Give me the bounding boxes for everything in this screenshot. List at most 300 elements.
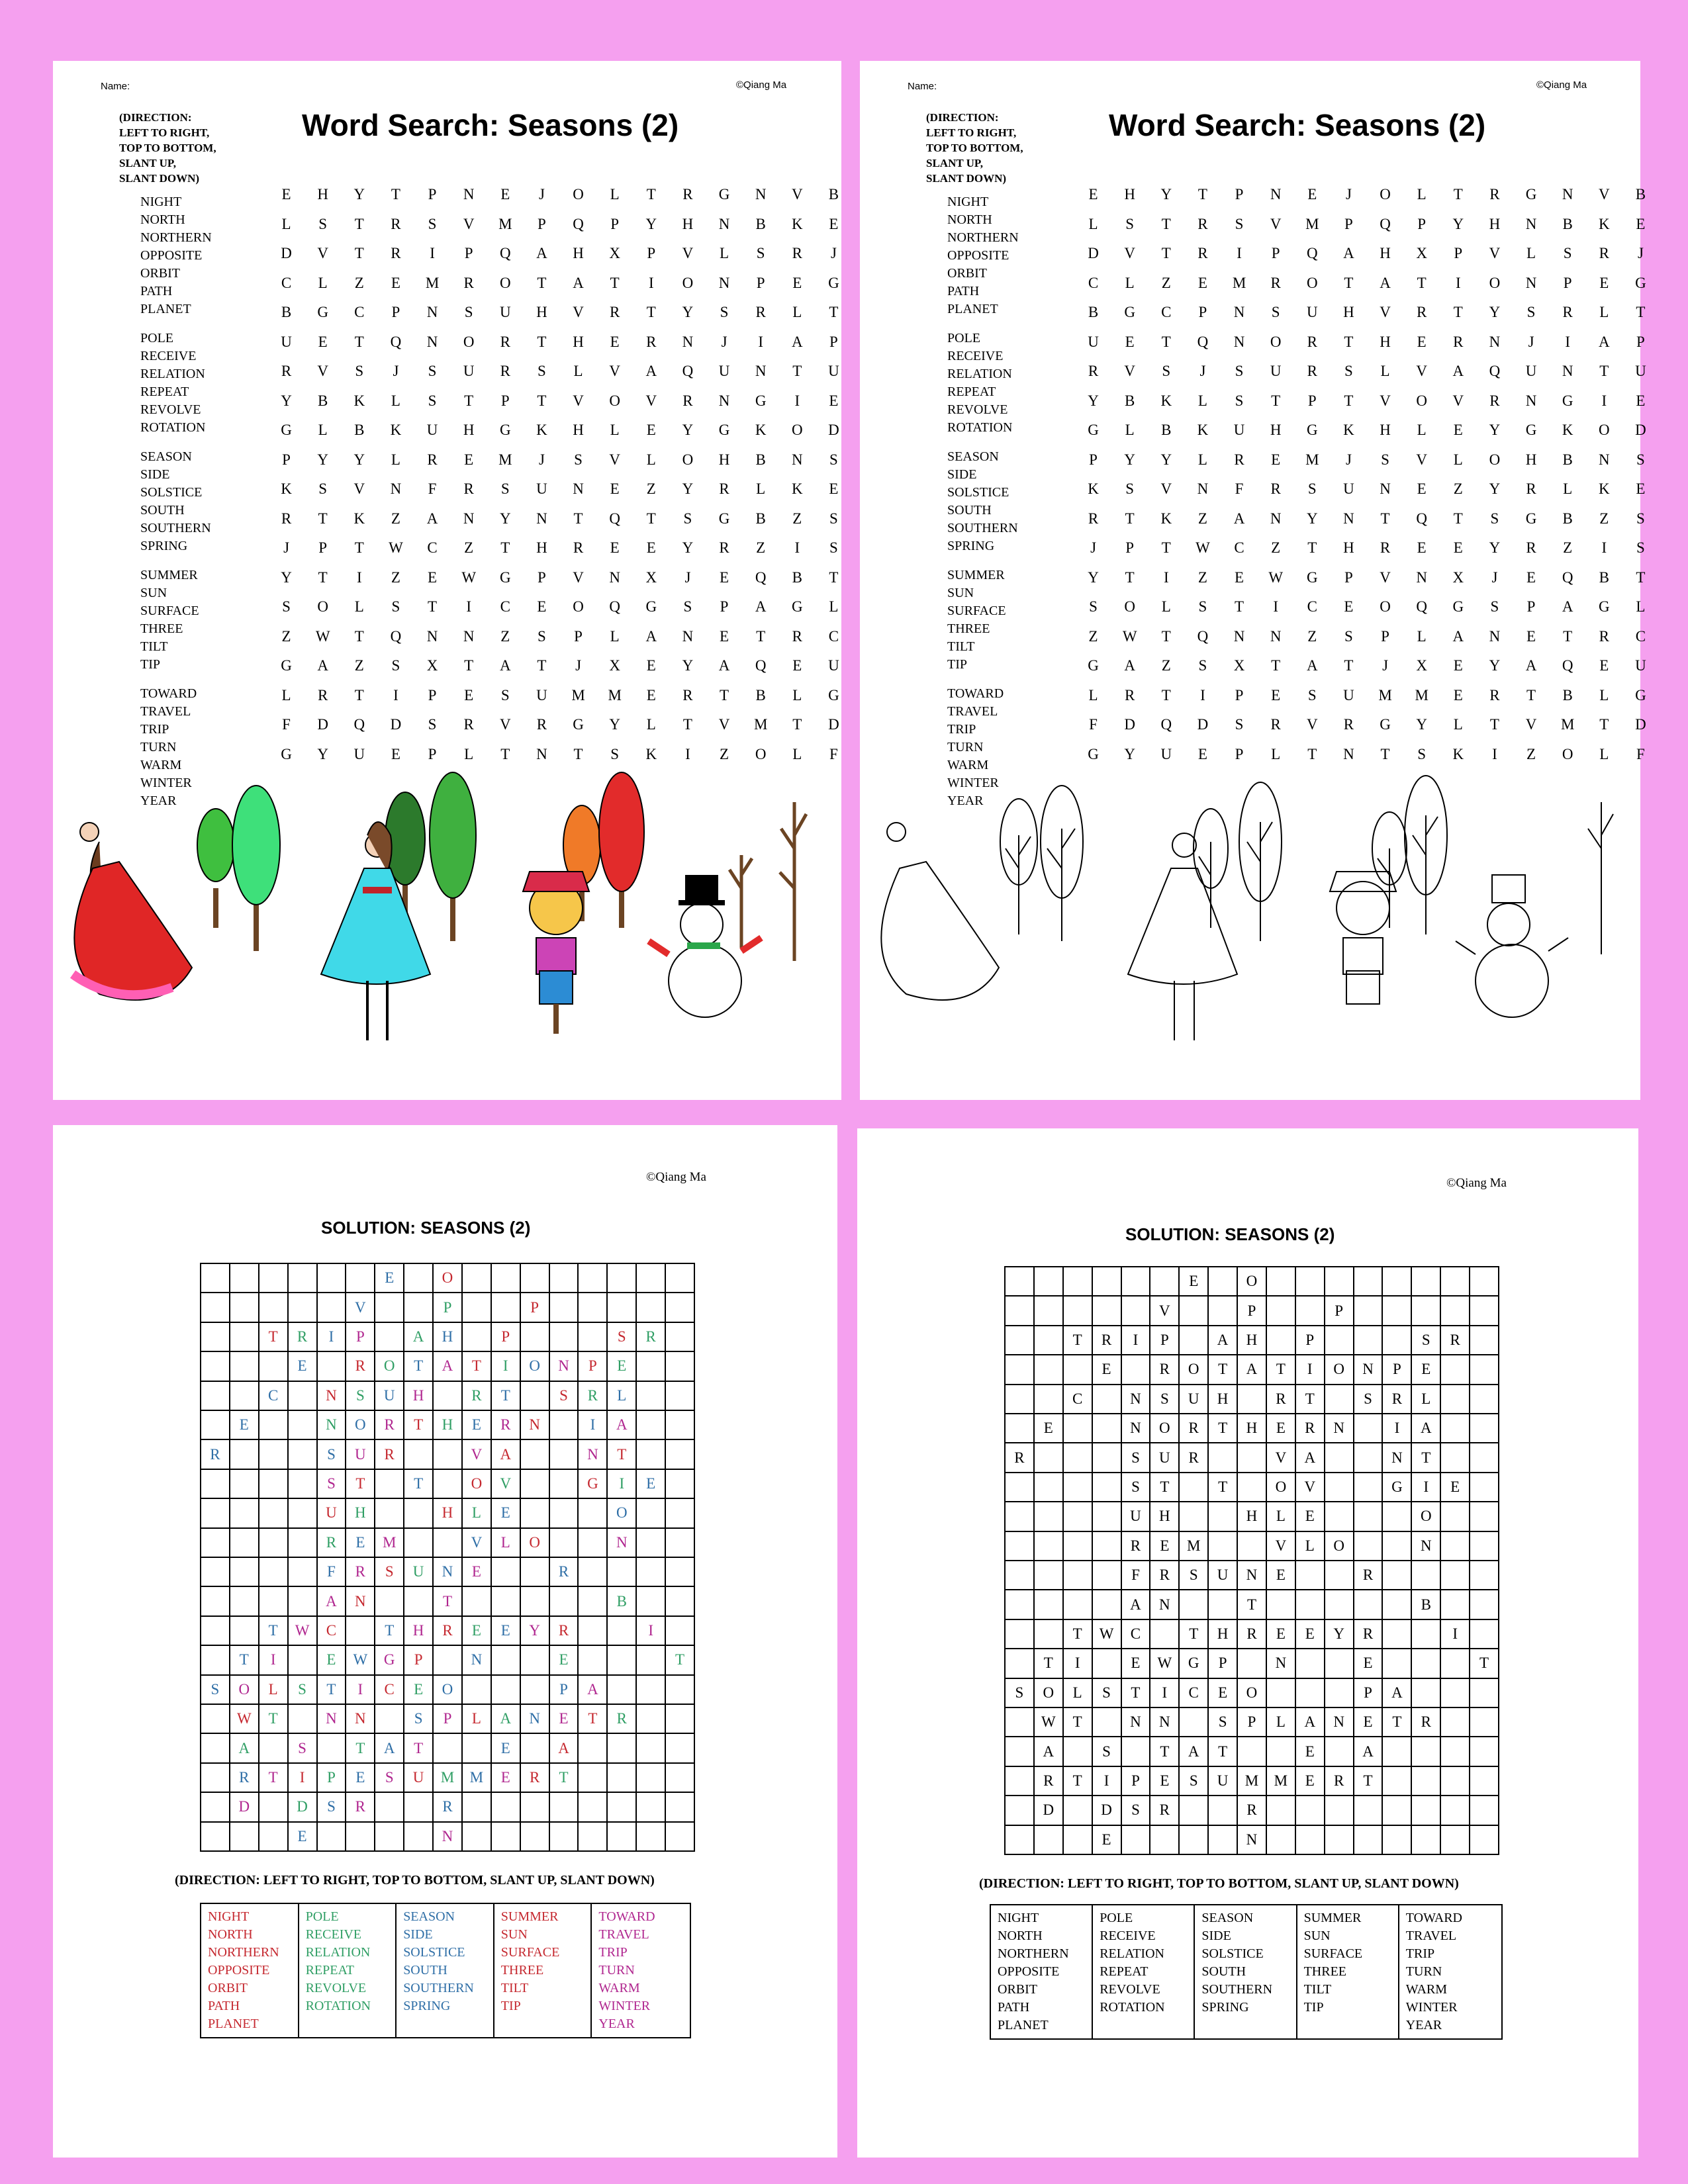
grid-letter: Y [1489,657,1501,674]
solution-cell [1325,1590,1354,1619]
grid-letter: S [1125,480,1135,498]
grid-letter: C [427,539,438,557]
solution-cell: T [1354,1767,1383,1796]
solution-cell [201,1352,230,1381]
word-item: PLANET [140,302,191,316]
snowman-outline-icon [1456,875,1568,1017]
solution-word: SPRING [1201,2000,1249,2015]
solution-cell [1383,1796,1412,1825]
solution-cell [318,1293,347,1322]
solution-cell: R [1180,1443,1209,1473]
solution-cell [1006,1532,1035,1561]
solution-cell: C [318,1617,347,1646]
solution-cell [1441,1708,1470,1737]
solution-cell: O [375,1352,404,1381]
grid-letter: P [756,274,765,291]
solution-cell [1383,1326,1412,1355]
solution-cell: M [1267,1767,1296,1796]
solution-cell [318,1734,347,1763]
grid-letter: A [500,657,511,674]
grid-letter: O [755,745,767,762]
solution-cell: T [1267,1355,1296,1385]
solution-cell: E [1150,1532,1180,1561]
grid-letter: A [792,333,803,350]
word-item: SPRING [140,539,188,553]
grid-letter: S [1089,598,1098,615]
solution-cell: S [608,1323,637,1352]
solution-cell: T [492,1382,521,1411]
solution-cell [1383,1561,1412,1590]
grid-letter: E [646,422,656,439]
solution-word: SIDE [403,1927,433,1942]
grid-letter: D [1635,422,1646,439]
solution-cell: I [1093,1767,1122,1796]
solution-cell: T [346,1734,375,1763]
solution-cell [201,1734,230,1763]
solution-cell: R [1150,1561,1180,1590]
grid-letter: P [464,245,473,262]
solution-cell [1035,1326,1064,1355]
grid-letter: X [1416,657,1427,674]
solution-cell [230,1499,259,1528]
grid-letter: Y [1160,451,1172,468]
grid-letter: M [753,716,768,733]
solution-cell: T [666,1646,695,1675]
solution-cell [1441,1767,1470,1796]
solution-cell [579,1529,608,1558]
solution-cell: S [375,1558,404,1587]
grid-letter: P [318,539,328,557]
grid-letter: L [610,422,620,439]
word-item: TRIP [140,722,169,737]
grid-letter: R [463,480,474,498]
word-group [947,193,1093,318]
grid-letter: K [1599,215,1610,232]
grid-letter: Q [1160,716,1172,733]
solution-cell: E [492,1764,521,1793]
solution-word: SOUTHERN [403,1981,474,1995]
solution-cell [201,1764,230,1793]
grid-letter: B [1562,510,1573,527]
grid-letter: A [1452,627,1464,645]
grid-letter: V [609,451,620,468]
grid-letter: O [1380,598,1391,615]
grid-letter: R [318,686,328,704]
solution-cell [1470,1532,1499,1561]
grid-letter: G [1088,657,1099,674]
word-item: THREE [947,621,990,636]
solution-cell [637,1587,666,1616]
grid-letter: A [536,245,547,262]
solution-cell [1383,1590,1412,1619]
solution-cell: P [1296,1326,1325,1355]
solution-cell [1209,1443,1238,1473]
solution-cell [1470,1326,1499,1355]
grid-letter: S [610,745,620,762]
solution-word-column [1195,1905,1297,2038]
solution-cell [1441,1679,1470,1708]
grid-letter: R [1125,686,1135,704]
solution-word: TIP [1303,2000,1324,2015]
solution-cell [637,1676,666,1705]
grid-letter: V [1525,716,1537,733]
grid-letter: O [682,451,694,468]
grid-letter: N [463,510,475,527]
solution-cell [1150,1267,1180,1297]
grid-letter: E [1636,392,1646,409]
solution-word: WINTER [1405,2000,1458,2015]
grid-letter: V [1489,245,1501,262]
word-group [947,567,1093,674]
solution-cell: T [1412,1443,1441,1473]
solution-cell: S [1006,1679,1035,1708]
solution-cell: W [346,1646,375,1675]
solution-cell [463,1587,492,1616]
solution-cell [1412,1826,1441,1855]
grid-letter: P [428,186,437,203]
grid-letter: Y [682,480,694,498]
solution-cell [1209,1826,1238,1855]
grid-letter: W [315,627,330,645]
bare-tree-icon [1041,786,1083,941]
grid-letter: D [317,716,328,733]
solution-cell [637,1529,666,1558]
solution-cell: T [1150,1473,1180,1502]
name-label: Name: [908,81,937,92]
grid-letter: Y [353,451,365,468]
grid-letter: O [1599,422,1610,439]
grid-letter: K [1160,392,1172,409]
grid-letter: Z [354,657,364,674]
grid-letter: Y [281,392,292,409]
grid-letter: S [829,451,838,468]
word-item: NORTHERN [140,230,212,245]
grid-letter: R [1343,716,1354,733]
solution-cell: O [1325,1355,1354,1385]
solution-cell [1470,1708,1499,1737]
solution-cell: T [230,1646,259,1675]
solution-cell [1238,1385,1267,1414]
solution-cell: O [1325,1532,1354,1561]
solution-cell: S [318,1793,347,1822]
grid-letter: T [537,274,547,291]
grid-letter: E [1417,480,1427,498]
solution-cell [463,1293,492,1322]
grid-letter: Q [609,510,620,527]
solution-cell [1180,1297,1209,1326]
grid-letter: R [719,480,729,498]
word-item: TIP [947,657,967,672]
solution-cell: S [550,1382,579,1411]
grid-letter: T [646,186,656,203]
solution-cell [1064,1502,1093,1531]
word-item: PATH [947,284,980,298]
grid-letter: G [500,422,511,439]
grid-letter: Y [682,657,694,674]
grid-letter: P [574,627,583,645]
solution-cell: G [579,1470,608,1499]
solution-cell: R [1296,1414,1325,1443]
solution-cell [1470,1297,1499,1326]
grid-letter: J [1199,363,1206,380]
solution-cell: V [1267,1532,1296,1561]
word-item: YEAR [947,794,984,808]
grid-letter: N [1525,274,1537,291]
grid-letter: T [354,333,364,350]
solution-cell: R [1383,1385,1412,1414]
grid-letter: J [1637,245,1644,262]
grid-letter: L [318,422,328,439]
solution-cell: A [1035,1737,1064,1766]
solution-cell [1412,1620,1441,1649]
solution-cell [1093,1708,1122,1737]
solution-cell [1441,1414,1470,1443]
solution-cell: T [1209,1355,1238,1385]
solution-cell [550,1499,579,1528]
solution-cell: L [492,1529,521,1558]
grid-letter: R [281,510,292,527]
solution-word-column [494,1904,592,2037]
grid-letter: Q [1489,363,1501,380]
solution-cell [579,1264,608,1293]
solution-cell: U [1209,1767,1238,1796]
solution-cell [1093,1473,1122,1502]
solution-cell [637,1440,666,1469]
grid-letter: K [390,422,402,439]
grid-letter: S [428,392,437,409]
seasons-illustration [53,769,841,1100]
solution-cell [608,1617,637,1646]
word-item: SIDE [947,467,977,482]
grid-letter: N [1599,451,1610,468]
solution-cell [375,1293,404,1322]
solution-cell [550,1323,579,1352]
solution-cell [1006,1355,1035,1385]
solution-cell [259,1352,289,1381]
solution-cell [1238,1532,1267,1561]
grid-letter: U [281,333,292,350]
grid-letter: H [1124,186,1135,203]
solution-word: ORBIT [208,1981,248,1995]
solution-bw [857,1128,1638,2158]
grid-letter: K [1562,422,1573,439]
grid-letter: N [573,480,584,498]
solution-cell [492,1558,521,1587]
solution-cell: H [434,1411,463,1440]
solution-cell [637,1352,666,1381]
grid-letter: Y [1416,716,1427,733]
grid-letter: X [1452,569,1464,586]
solution-cell [1325,1561,1354,1590]
grid-letter: Z [756,539,766,557]
grid-letter: Q [1562,657,1573,674]
solution-cell: R [1267,1385,1296,1414]
grid-letter: N [718,392,730,409]
grid-letter: O [792,422,803,439]
solution-cell: E [1035,1414,1064,1443]
solution-word: ORBIT [998,1982,1037,1997]
grid-letter: N [1233,333,1245,350]
grid-letter: Q [353,716,365,733]
solution-cell [318,1352,347,1381]
solution-cell: T [1238,1590,1267,1619]
solution-cell [1441,1561,1470,1590]
solution-word: PATH [998,2000,1030,2015]
direction-text: (DIRECTION: LEFT TO RIGHT, TOP TO BOTTOM, SLANT UP, SLANT DOWN) [119,111,216,185]
grid-letter: A [1599,333,1610,350]
grid-letter: A [755,598,767,615]
grid-letter: Q [1562,569,1573,586]
grid-letter: S [683,510,692,527]
grid-letter: U [1343,686,1354,704]
solution-cell [1064,1561,1093,1590]
solution-cell: T [404,1352,434,1381]
solution-cell: E [608,1352,637,1381]
solution-cell [201,1587,230,1616]
solution-cell: U [404,1558,434,1587]
solution-cell [1180,1473,1209,1502]
grid-letter: G [1088,422,1099,439]
grid-letter: E [1197,745,1207,762]
grid-letter: C [354,304,365,321]
solution-cell [1238,1473,1267,1502]
grid-letter: A [1307,657,1318,674]
solution-cell: S [1180,1561,1209,1590]
grid-letter: J [575,657,582,674]
grid-letter: P [1454,245,1463,262]
solution-cell: I [346,1676,375,1705]
solution-cell: I [1296,1355,1325,1385]
grid-letter: S [1307,480,1317,498]
solution-cell: L [608,1382,637,1411]
grid-letter: B [755,215,766,232]
solution-cell [1006,1708,1035,1737]
solution-cell [201,1470,230,1499]
grid-letter: N [792,451,803,468]
solution-cell: N [550,1352,579,1381]
grid-letter: Y [682,304,694,321]
solution-cell [608,1558,637,1587]
grid-letter: K [792,215,803,232]
solution-cell: E [1296,1620,1325,1649]
solution-cell: R [1122,1532,1151,1561]
solution-cell [1470,1355,1499,1385]
solution-cell: P [1150,1326,1180,1355]
grid-letter: T [1344,274,1354,291]
grid-letter: N [755,363,767,380]
grid-letter: G [1562,392,1573,409]
word-item: POLE [947,331,980,345]
grid-letter: T [573,510,583,527]
grid-letter: R [391,215,401,232]
solution-cell [666,1734,695,1763]
word-item: ROTATION [947,420,1013,435]
grid-letter: V [573,569,584,586]
solution-cell [1006,1826,1035,1855]
grid-letter: S [391,657,400,674]
solution-cell [289,1587,318,1616]
grid-letter: I [648,274,654,291]
grid-letter: R [1088,363,1099,380]
word-item: NIGHT [947,195,989,209]
solution-cell: P [346,1323,375,1352]
grid-letter: E [1271,686,1281,704]
solution-cell: A [1296,1443,1325,1473]
bare-tree-icon [1000,799,1037,934]
grid-letter: Q [609,598,620,615]
solution-cell [1035,1473,1064,1502]
grid-letter: T [829,304,839,321]
grid-letter: E [1197,274,1207,291]
grid-letter: T [1161,539,1171,557]
solution-cell: S [1209,1708,1238,1737]
solution-cell: A [318,1587,347,1616]
grid-letter: M [1378,686,1392,704]
grid-letter: Z [1161,657,1171,674]
solution-cell: V [463,1440,492,1469]
solution-cell: I [608,1470,637,1499]
solution-cell: A [1209,1326,1238,1355]
grid-letter: S [428,716,437,733]
solution-cell: N [1325,1708,1354,1737]
grid-letter: V [609,363,620,380]
grid-letter: Q [1416,598,1427,615]
grid-letter: K [1599,480,1610,498]
solution-cell: A [375,1734,404,1763]
solution-cell: H [1238,1326,1267,1355]
solution-cell [1064,1590,1093,1619]
grid-letter: S [428,363,437,380]
grid-letter: E [1088,186,1098,203]
grid-letter: V [1307,716,1318,733]
solution-cell: T [404,1411,434,1440]
solution-cell [521,1793,550,1822]
solution-cell [521,1264,550,1293]
solution-cell: R [1354,1620,1383,1649]
grid-letter: Y [281,569,292,586]
solution-cell [230,1529,259,1558]
grid-letter: P [1125,539,1135,557]
solution-cell: F [1122,1561,1151,1590]
solution-cell [1006,1649,1035,1678]
solution-cell [1354,1502,1383,1531]
solution-cell: S [1122,1443,1151,1473]
grid-letter: K [281,480,292,498]
solution-cell: E [1354,1649,1383,1678]
grid-letter: T [1235,598,1244,615]
grid-letter: J [283,539,290,557]
solution-word: SIDE [1201,1929,1231,1943]
solution-cell: E [289,1823,318,1852]
grid-letter: R [1197,215,1208,232]
solution-word: SUN [500,1927,528,1942]
grid-letter: L [1125,274,1135,291]
grid-letter: J [1491,569,1498,586]
solution-cell [1064,1267,1093,1297]
copyright: ©Qiang Ma [1446,1176,1507,1190]
solution-word: REPEAT [305,1963,354,1978]
grid-letter: F [282,716,291,733]
grid-letter: V [1452,392,1464,409]
grid-letter: U [463,363,475,380]
grid-letter: T [537,333,547,350]
grid-letter: T [354,539,364,557]
grid-letter: E [610,480,620,498]
solution-cell: U [1209,1561,1238,1590]
grid-letter: A [645,627,657,645]
solution-cell [201,1705,230,1734]
grid-letter: T [1161,245,1171,262]
